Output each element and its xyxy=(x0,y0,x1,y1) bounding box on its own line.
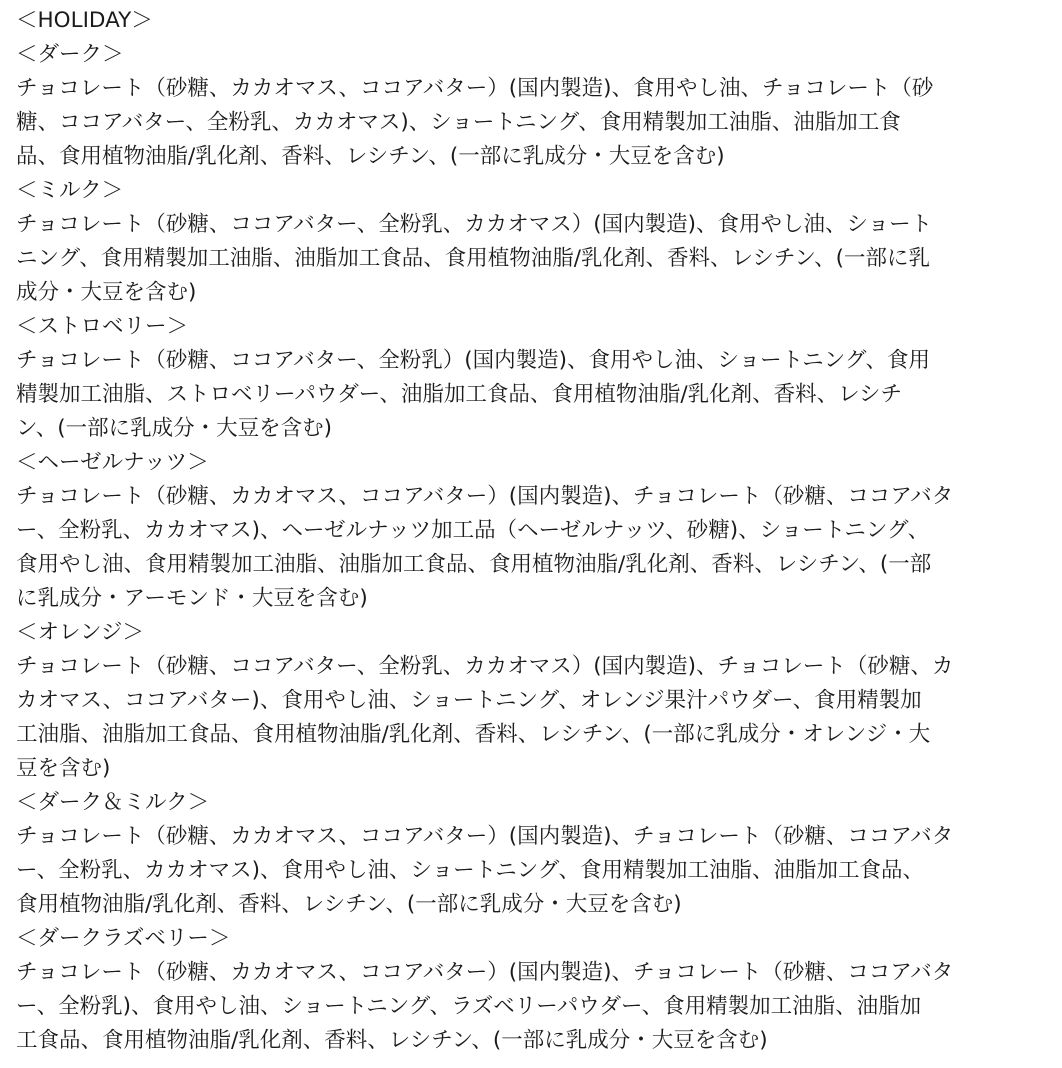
document-title: ＜HOLIDAY＞ xyxy=(16,8,153,33)
ingredients-line: 精製加工油脂、ストロベリーパウダー、油脂加工食品、食用植物油脂/乳化剤、香料、レシチ xyxy=(16,382,903,407)
ingredients-line: 成分・大豆を含む) xyxy=(16,280,197,305)
ingredients-line: チョコレート（砂糖、ココアバター、全粉乳）(国内製造)、食用やし油、ショートニング、食用 xyxy=(16,348,930,373)
flavor-heading: ＜ヘーゼルナッツ＞ xyxy=(16,450,209,475)
flavor-heading: ＜オレンジ＞ xyxy=(16,620,144,645)
flavor-heading: ＜ストロベリー＞ xyxy=(16,314,189,339)
ingredients-line: チョコレート（砂糖、カカオマス、ココアバター）(国内製造)、チョコレート（砂糖、ココアバタ xyxy=(16,960,954,985)
ingredients-line: チョコレート（砂糖、カカオマス、ココアバター）(国内製造)、食用やし油、チョコレート（砂 xyxy=(16,76,934,101)
flavor-heading: ＜ダークラズベリー＞ xyxy=(16,926,231,951)
ingredients-line: チョコレート（砂糖、カカオマス、ココアバター）(国内製造)、チョコレート（砂糖、ココアバタ xyxy=(16,824,954,849)
ingredients-line: カオマス、ココアバター)、食用やし油、ショートニング、オレンジ果汁パウダー、食用精製加 xyxy=(16,688,922,713)
flavor-section-dark-raspberry xyxy=(16,922,1058,1058)
ingredients-line: 品、食用植物油脂/乳化剤、香料、レシチン、(一部に乳成分・大豆を含む) xyxy=(16,144,725,169)
ingredients-line: 工食品、食用植物油脂/乳化剤、香料、レシチン、(一部に乳成分・大豆を含む) xyxy=(16,1028,768,1053)
ingredients-line: ー、全粉乳)、食用やし油、ショートニング、ラズベリーパウダー、食用精製加工油脂、油脂加 xyxy=(16,994,922,1019)
ingredients-line: 食用植物油脂/乳化剤、香料、レシチン、(一部に乳成分・大豆を含む) xyxy=(16,892,682,917)
ingredients-line: 豆を含む) xyxy=(16,756,111,781)
ingredients-line: チョコレート（砂糖、ココアバター、全粉乳、カカオマス）(国内製造)、食用やし油、ショート xyxy=(16,212,933,237)
flavor-heading: ＜ミルク＞ xyxy=(16,178,124,203)
ingredients-line: ー、全粉乳、カカオマス)、食用やし油、ショートニング、食用精製加工油脂、油脂加工食品、 xyxy=(16,858,924,883)
ingredients-line: チョコレート（砂糖、ココアバター、全粉乳、カカオマス）(国内製造)、チョコレート（砂糖、カ xyxy=(16,654,954,679)
flavor-section-orange xyxy=(16,616,1058,786)
ingredients-line: 糖、ココアバター、全粉乳、カカオマス)、ショートニング、食用精製加工油脂、油脂加工食 xyxy=(16,110,901,135)
flavor-section-hazelnut xyxy=(16,446,1058,616)
ingredients-line: ー、全粉乳、カカオマス)、ヘーゼルナッツ加工品（ヘーゼルナッツ、砂糖)、ショートニング、 xyxy=(16,518,930,543)
flavor-section-dark-and-milk xyxy=(16,786,1058,922)
ingredients-line: に乳成分・アーモンド・大豆を含む) xyxy=(16,586,368,611)
ingredients-line: 工油脂、油脂加工食品、食用植物油脂/乳化剤、香料、レシチン、(一部に乳成分・オレンジ・大 xyxy=(16,722,931,747)
ingredients-line: チョコレート（砂糖、カカオマス、ココアバター）(国内製造)、チョコレート（砂糖、ココアバタ xyxy=(16,484,954,509)
flavor-heading: ＜ダーク＞ xyxy=(16,42,124,67)
flavor-section-strawberry xyxy=(16,310,1058,446)
ingredients-line: 食用やし油、食用精製加工油脂、油脂加工食品、食用植物油脂/乳化剤、香料、レシチン、(一部 xyxy=(16,552,932,577)
ingredients-line: ン、(一部に乳成分・大豆を含む) xyxy=(16,416,333,441)
flavor-section-milk xyxy=(16,174,1058,310)
flavor-heading: ＜ダーク＆ミルク＞ xyxy=(16,790,210,815)
ingredients-line: ニング、食用精製加工油脂、油脂加工食品、食用植物油脂/乳化剤、香料、レシチン、(一部に乳 xyxy=(16,246,931,271)
flavor-section-dark xyxy=(16,38,1058,174)
